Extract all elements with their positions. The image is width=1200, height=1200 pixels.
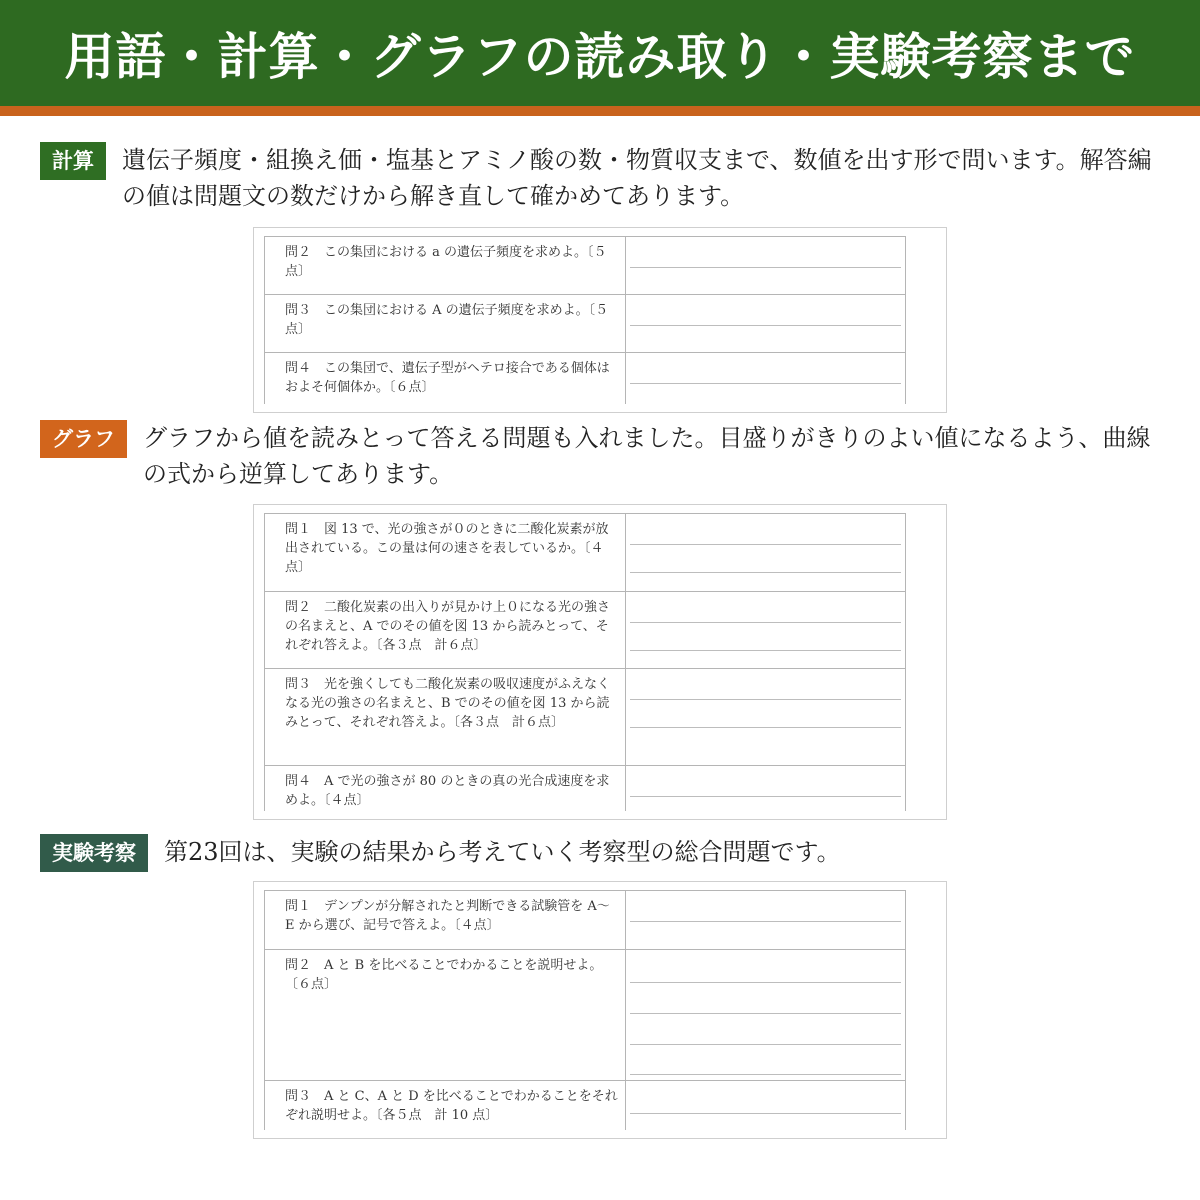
question-text: 問３ A と C、A と D を比べることでわかることをそれぞれ説明せよ。〔各５点 計 10 点〕 bbox=[264, 1081, 626, 1130]
section-calculation bbox=[40, 142, 1160, 214]
header-banner bbox=[0, 0, 1200, 116]
question-row bbox=[264, 668, 906, 765]
graph-sheet bbox=[253, 504, 947, 820]
answer-line bbox=[630, 1113, 901, 1114]
answer-area bbox=[626, 353, 906, 404]
experiment-badge: 実験考察 bbox=[40, 834, 148, 872]
experiment-sheet bbox=[253, 881, 947, 1139]
question-row bbox=[264, 1080, 906, 1130]
answer-line bbox=[630, 727, 901, 728]
answer-area bbox=[626, 237, 906, 294]
question-text: 問２ A と B を比べることでわかることを説明せよ。〔６点〕 bbox=[264, 950, 626, 1080]
answer-line bbox=[630, 982, 901, 983]
section-graph bbox=[40, 420, 1160, 492]
answer-line bbox=[630, 1013, 901, 1014]
answer-line bbox=[630, 544, 901, 545]
graph-description: グラフから値を読みとって答える問題も入れました。目盛りがきりのよい値になるよう、曲線の式から逆算してあります。 bbox=[143, 424, 1151, 488]
answer-line bbox=[630, 1044, 901, 1045]
answer-area bbox=[626, 669, 906, 765]
question-row bbox=[264, 352, 906, 404]
question-text: 問３ この集団における A の遺伝子頻度を求めよ。〔５点〕 bbox=[264, 295, 626, 352]
answer-line bbox=[630, 267, 901, 268]
question-row bbox=[264, 890, 906, 949]
answer-line bbox=[630, 572, 901, 573]
answer-area bbox=[626, 1081, 906, 1130]
calculation-description: 遺伝子頻度・組換え価・塩基とアミノ酸の数・物質収支まで、数値を出す形で問います。解答編の値は問題文の数だけから解き直して確かめてあります。 bbox=[122, 146, 1152, 210]
answer-line bbox=[630, 1074, 901, 1075]
answer-area bbox=[626, 766, 906, 811]
question-text: 問２ 二酸化炭素の出入りが見かけ上０になる光の強さの名まえと、A でのその値を図 13 から読みとって、それぞれ答えよ。〔各３点 計６点〕 bbox=[264, 592, 626, 668]
question-text: 問３ 光を強くしても二酸化炭素の吸収速度がふえなくなる光の強さの名まえと、B でのその値を図 13 から読みとって、それぞれ答えよ。〔各３点 計６点〕 bbox=[264, 669, 626, 765]
question-row bbox=[264, 765, 906, 811]
section-experiment bbox=[40, 834, 1160, 872]
question-text: 問４ この集団で、遺伝子型がヘテロ接合である個体はおよそ何個体か。〔６点〕 bbox=[264, 353, 626, 404]
question-row bbox=[264, 949, 906, 1080]
question-text: 問２ この集団における a の遺伝子頻度を求めよ。〔５点〕 bbox=[264, 237, 626, 294]
question-text: 問１ 図 13 で、光の強さが０のときに二酸化炭素が放出されている。この量は何の速さを表しているか。〔４点〕 bbox=[264, 514, 626, 591]
answer-area bbox=[626, 295, 906, 352]
graph-badge: グラフ bbox=[40, 420, 127, 458]
answer-line bbox=[630, 383, 901, 384]
answer-line bbox=[630, 921, 901, 922]
answer-line bbox=[630, 622, 901, 623]
question-text: 問１ デンプンが分解されたと判断できる試験管を A〜E から選び、記号で答えよ。〔４点〕 bbox=[264, 891, 626, 949]
question-row bbox=[264, 513, 906, 591]
question-text: 問４ A で光の強さが 80 のときの真の光合成速度を求めよ。〔４点〕 bbox=[264, 766, 626, 811]
answer-line bbox=[630, 325, 901, 326]
calculation-sheet bbox=[253, 227, 947, 413]
question-row bbox=[264, 236, 906, 294]
answer-area bbox=[626, 891, 906, 949]
answer-area bbox=[626, 950, 906, 1080]
answer-line bbox=[630, 650, 901, 651]
answer-line bbox=[630, 796, 901, 797]
answer-line bbox=[630, 699, 901, 700]
question-row bbox=[264, 294, 906, 352]
answer-area bbox=[626, 592, 906, 668]
calculation-badge: 計算 bbox=[40, 142, 106, 180]
question-row bbox=[264, 591, 906, 668]
experiment-description: 第23回は、実験の結果から考えていく考察型の総合問題です。 bbox=[164, 838, 841, 866]
answer-area bbox=[626, 514, 906, 591]
page-title: 用語・計算・グラフの読み取り・実験考察まで bbox=[64, 28, 1136, 86]
